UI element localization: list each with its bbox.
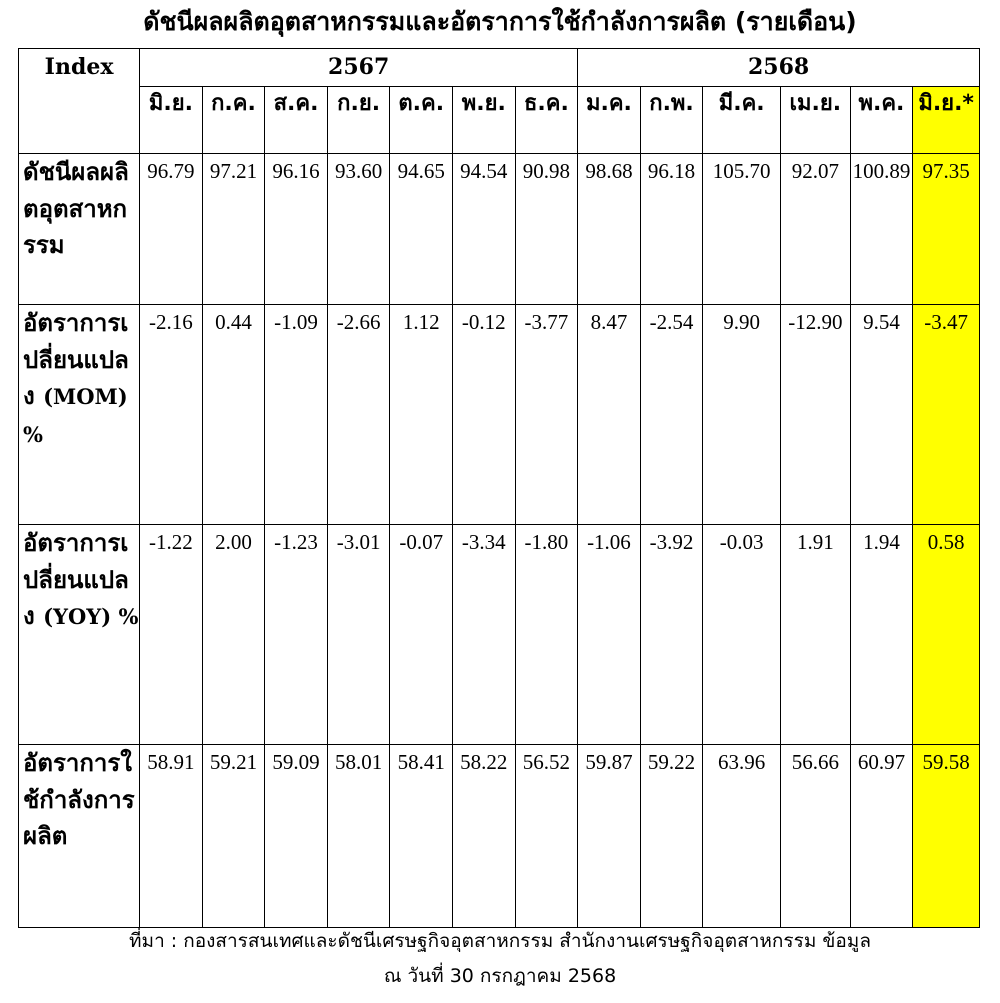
table-cell: 9.90 [703,305,781,525]
table-cell: 56.66 [781,745,851,928]
table-cell: 9.54 [850,305,913,525]
row-label [19,525,140,745]
row-label-text: อัตราการใช้กำลังการผลิต [23,749,135,850]
table-cell: 1.12 [390,305,453,525]
table-cell: -2.16 [140,305,203,525]
table-row [19,525,980,745]
month-header: มิ.ย. [140,87,203,154]
table-cell: 2.00 [202,525,265,745]
month-header: ส.ค. [265,87,328,154]
table-cell: 97.35 [913,154,980,305]
row-label-text: ดัชนีผลผลิตอุตสาหกรรม [23,158,129,259]
table-cell: 58.41 [390,745,453,928]
row-label [19,305,140,525]
row-label [19,154,140,305]
source-line-1: ที่มา : กองสารสนเทศและดัชนีเศรษฐกิจอุตสาหกรรม สำนักงานเศรษฐกิจอุตสาหกรรม ข้อมูล [129,930,871,952]
row-label-text: อัตราการเปลี่ยนแปลง [23,309,129,410]
table-cell: 105.70 [703,154,781,305]
table-cell: -0.03 [703,525,781,745]
table-cell: 100.89 [850,154,913,305]
row-label-text: อัตราการเปลี่ยนแปลง [23,529,129,630]
year-header-row [19,49,980,87]
month-header-row [19,87,980,154]
month-header: ม.ค. [578,87,641,154]
table-cell: -2.66 [327,305,390,525]
table-cell: 59.22 [640,745,703,928]
table-cell: 60.97 [850,745,913,928]
table-cell: 59.21 [202,745,265,928]
table-cell: 58.01 [327,745,390,928]
table-row [19,154,980,305]
table-cell: -1.80 [515,525,578,745]
table-cell: 92.07 [781,154,851,305]
table-cell: 1.94 [850,525,913,745]
table-cell: 58.91 [140,745,203,928]
table-cell: 90.98 [515,154,578,305]
table-cell: -0.12 [453,305,516,525]
year-header-2568: 2568 [578,49,980,87]
table-cell: -3.01 [327,525,390,745]
table-cell: -2.54 [640,305,703,525]
month-header: ก.พ. [640,87,703,154]
table-cell: 56.52 [515,745,578,928]
table-cell: 96.18 [640,154,703,305]
row-label-suffix: (YOY) % [43,604,139,629]
table-cell: 93.60 [327,154,390,305]
table-cell: 94.54 [453,154,516,305]
table-cell: 0.58 [913,525,980,745]
table-cell: -3.92 [640,525,703,745]
year-header-2567: 2567 [140,49,578,87]
table-cell: 98.68 [578,154,641,305]
month-header: พ.ย. [453,87,516,154]
table-cell: 96.79 [140,154,203,305]
table-cell: -1.09 [265,305,328,525]
page-title: ดัชนีผลผลิตอุตสาหกรรมและอัตราการใช้กำลังการผลิต (รายเดือน) [143,7,857,36]
table-cell: -3.77 [515,305,578,525]
table-cell: 8.47 [578,305,641,525]
source-note [0,924,1000,994]
month-header: เม.ย. [781,87,851,154]
table-row [19,745,980,928]
table-cell: 94.65 [390,154,453,305]
month-header: พ.ค. [850,87,913,154]
table-cell: 59.58 [913,745,980,928]
month-header: มี.ค. [703,87,781,154]
table-cell: -0.07 [390,525,453,745]
month-header: ก.ค. [202,87,265,154]
row-label-suffix: (MOM) % [23,384,128,447]
table-cell: -1.22 [140,525,203,745]
table-cell: -3.34 [453,525,516,745]
source-line-2: ณ วันที่ 30 กรกฎาคม 2568 [383,965,617,987]
table-cell: 1.91 [781,525,851,745]
month-header: ธ.ค. [515,87,578,154]
table-cell: -1.06 [578,525,641,745]
row-label [19,745,140,928]
table-cell: 97.21 [202,154,265,305]
table-cell: -3.47 [913,305,980,525]
table-cell: 63.96 [703,745,781,928]
table-cell: 59.09 [265,745,328,928]
table-cell: 58.22 [453,745,516,928]
table-cell: 0.44 [202,305,265,525]
table-cell: 59.87 [578,745,641,928]
index-header: Index [19,49,140,154]
month-header: มิ.ย.* [913,87,980,154]
table-cell: 96.16 [265,154,328,305]
month-header: ต.ค. [390,87,453,154]
table-cell: -1.23 [265,525,328,745]
data-table [18,48,980,928]
month-header: ก.ย. [327,87,390,154]
table-row [19,305,980,525]
table-cell: -12.90 [781,305,851,525]
